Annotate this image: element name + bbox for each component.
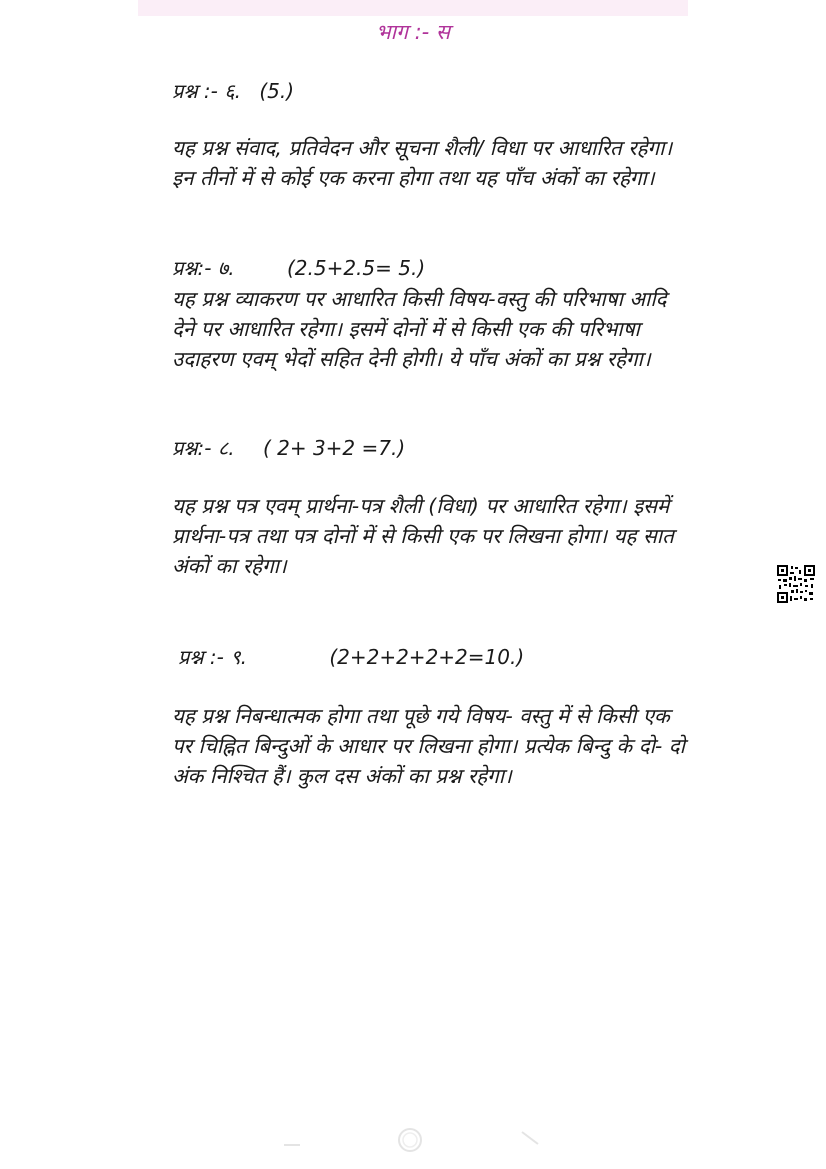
question-marks: (5.) (259, 79, 294, 103)
qr-code-icon (777, 565, 815, 603)
question-label: प्रश्न :- ९. (178, 645, 247, 669)
question-description: यह प्रश्न पत्र एवम् प्रार्थना-पत्र शैली (विधा) पर आधारित रहेगा। इसमें प्रार्थना-पत्र तथा पत्र दोनों में से किसी एक पर लिखना होगा। यह सात अंकों का रहेगा। (172, 494, 674, 578)
question-label: प्रश्न:- ७. (172, 256, 235, 280)
question-marks: (2.5+2.5= 5.) (286, 256, 426, 280)
home-icon[interactable] (396, 1126, 424, 1154)
question-marks: ( 2+ 3+2 =7.) (262, 436, 406, 460)
question-description: यह प्रश्न व्याकरण पर आधारित किसी विषय-वस्तु की परिभाषा आदि देने पर आधारित रहेगा। इसमें दोनों में से किसी एक की परिभाषा उदाहरण एवम् भेदों सहित देनी होगी। ये पाँच अंकों का प्रश्न रहेगा। (172, 287, 667, 371)
section-title: भाग :- स (375, 20, 451, 44)
question-marks: (2+2+2+2+2=10.) (329, 645, 525, 669)
question-label: प्रश्न :- ६. (172, 79, 241, 103)
question-description: यह प्रश्न संवाद, प्रतिवेदन और सूचना शैली/ विधा पर आधारित रहेगा। इन तीनों में से कोई एक करना होगा तथा यह पाँच अंकों का रहेगा। (172, 136, 673, 190)
question-header (172, 434, 405, 462)
back-icon[interactable] (518, 1126, 542, 1150)
question-description: यह प्रश्न निबन्धात्मक होगा तथा पूछे गये विषय- वस्तु में से किसी एक पर चिह्नित बिन्दुओं के आधार पर लिखना होगा। प्रत्येक बिन्दु के दो- दो अंक निश्चित हैं। कुल दस अंकों का प्रश्न रहेगा। (172, 704, 685, 788)
question-header (178, 643, 524, 671)
navigation-bar (0, 1120, 826, 1160)
question-label: प्रश्न:- ८. (172, 436, 235, 460)
question-header (172, 77, 294, 105)
question-header (172, 254, 425, 282)
top-band (138, 0, 688, 16)
recent-apps-icon[interactable] (280, 1126, 304, 1150)
